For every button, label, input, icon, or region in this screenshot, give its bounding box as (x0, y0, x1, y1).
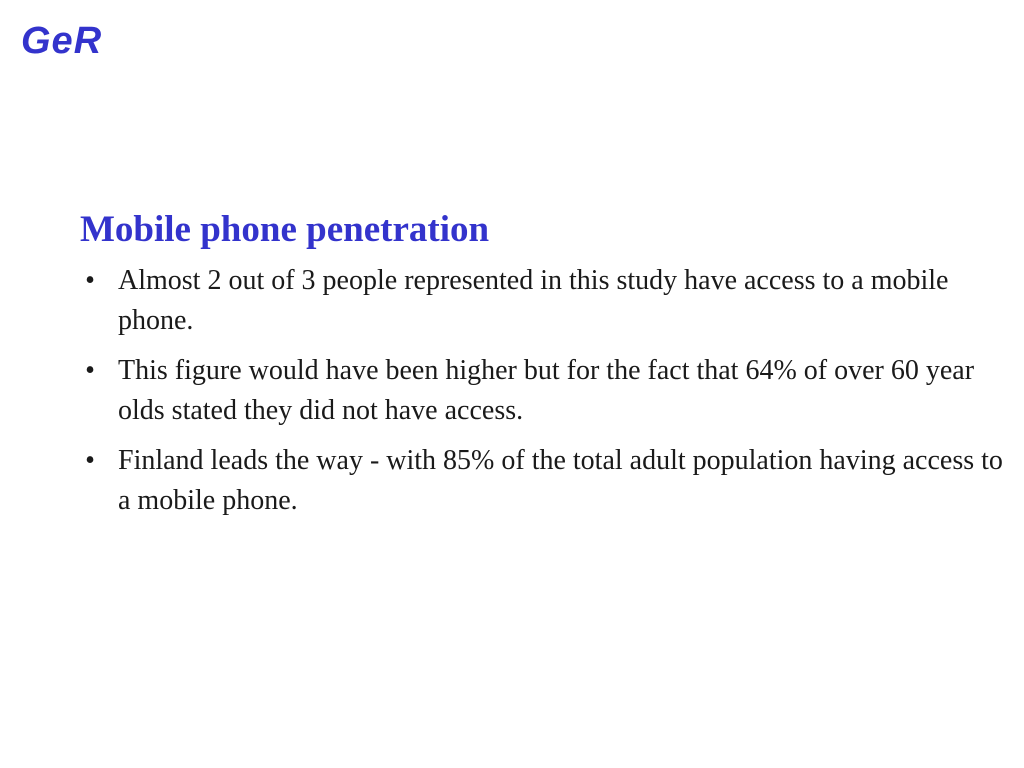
bullet-icon: • (85, 265, 95, 296)
bullet-text: Finland leads the way - with 85% of the total adult population having access to a mobile phone. (118, 445, 1003, 516)
bullet-item (80, 441, 1010, 521)
slide-title: Mobile phone penetration (80, 209, 490, 250)
bullet-item (80, 351, 1010, 431)
logo: GeR (21, 20, 103, 62)
bullet-icon: • (85, 445, 95, 476)
slide-content (80, 205, 1010, 531)
bullet-icon: • (85, 355, 95, 386)
bullet-text: Almost 2 out of 3 people represented in this study have access to a mobile phone. (118, 265, 949, 336)
bullet-list (80, 261, 1010, 521)
bullet-text: This figure would have been higher but for the fact that 64% of over 60 year olds stated they did not have access. (118, 355, 975, 426)
bullet-item (80, 261, 1010, 341)
